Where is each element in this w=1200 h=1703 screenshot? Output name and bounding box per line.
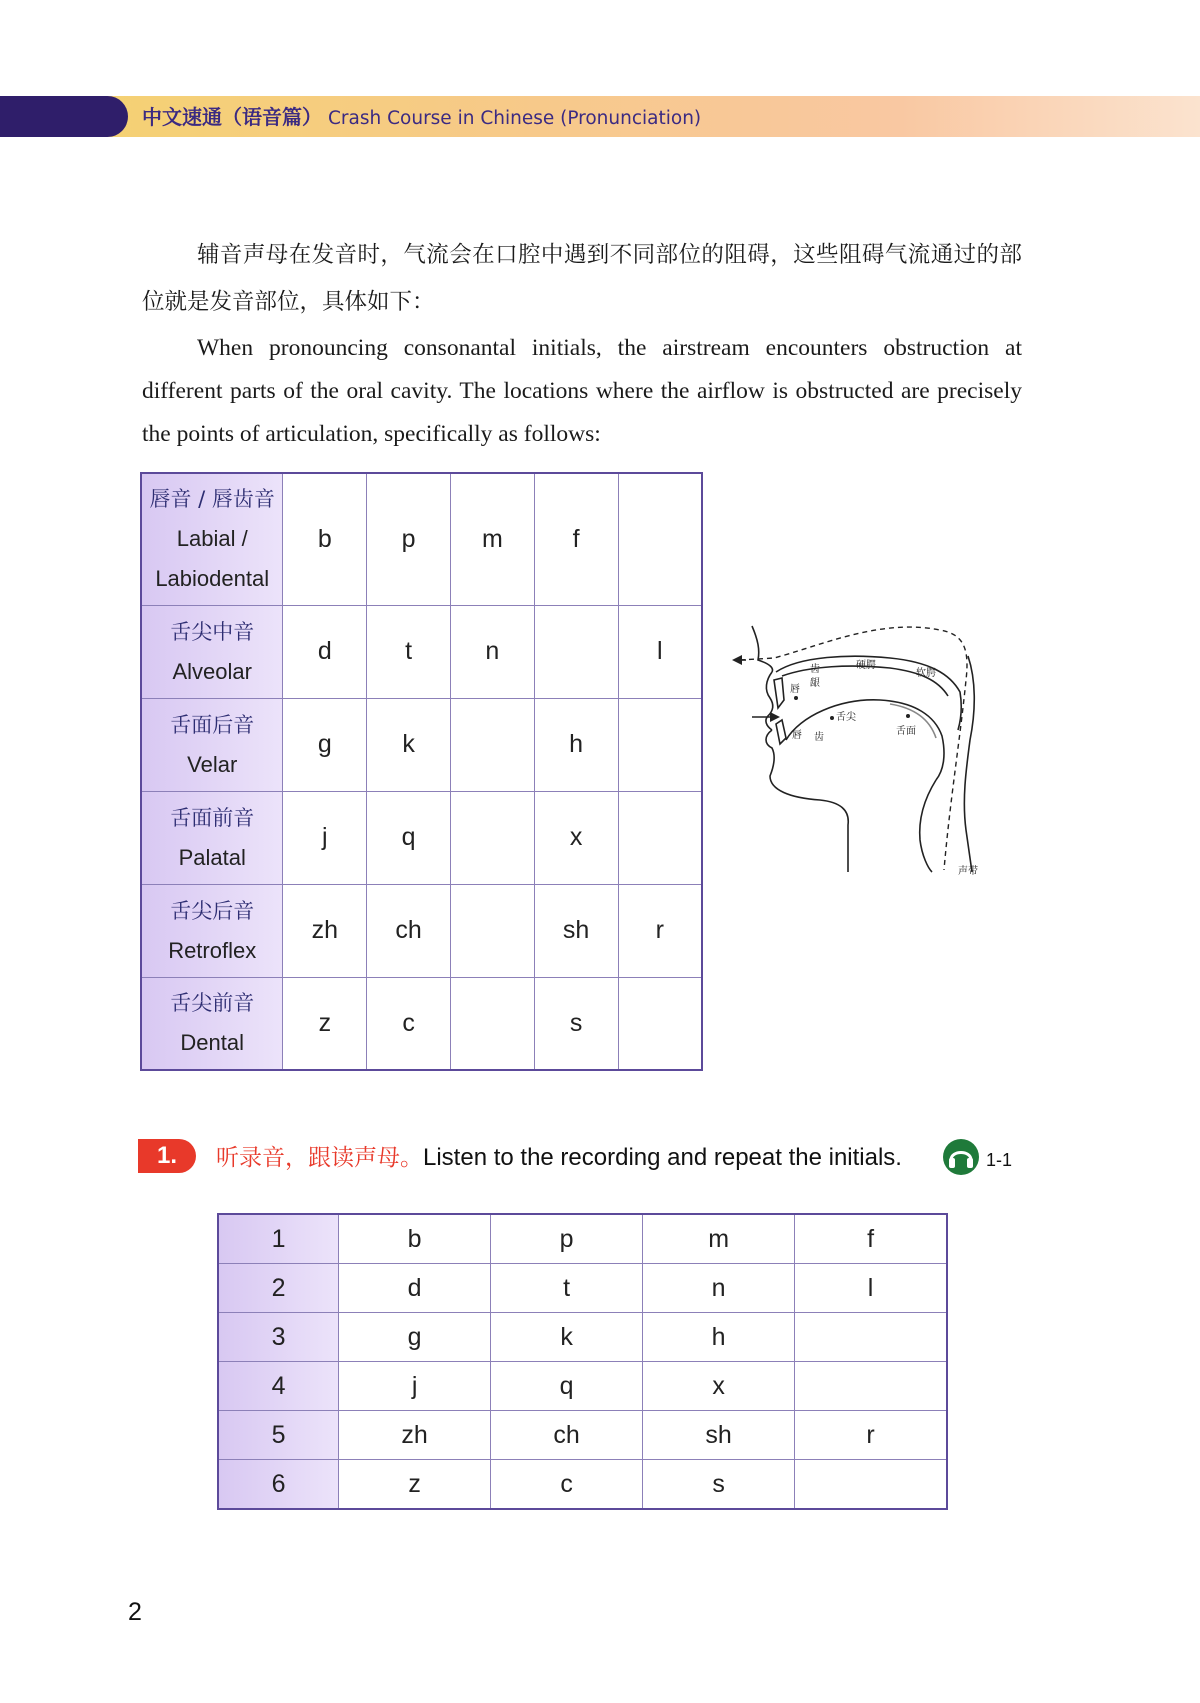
airflow-out-arrowhead	[732, 655, 742, 665]
row-label-zh: 舌尖前音	[170, 991, 255, 1016]
table-cell	[534, 605, 618, 698]
row-number: 4	[218, 1362, 339, 1411]
row-label-en: Labial / Labiodental	[155, 526, 270, 592]
tongue-outline	[786, 700, 944, 780]
row-label-en: Alveolar	[172, 658, 252, 684]
chin-neck-outline	[766, 730, 848, 872]
header-title-en: Crash Course in Chinese (Pronunciation)	[328, 108, 702, 129]
table-cell	[618, 977, 702, 1070]
table-cell	[451, 884, 535, 977]
label-hard-palate: 硬腭	[856, 660, 876, 671]
oral-cavity-diagram	[730, 620, 1015, 890]
table-cell: c	[367, 977, 451, 1070]
table-cell: s	[534, 977, 618, 1070]
header-title-zh: 中文速通（语音篇）	[142, 105, 322, 129]
table-cell: q	[367, 791, 451, 884]
table-cell: b	[283, 473, 367, 605]
table-cell: b	[339, 1214, 491, 1264]
row-label	[141, 884, 283, 977]
exercise-title	[216, 1140, 902, 1174]
row-label-en: Velar	[187, 751, 238, 777]
table-cell: f	[795, 1214, 947, 1264]
row-number: 6	[218, 1460, 339, 1510]
table-cell: t	[367, 605, 451, 698]
table-cell: c	[491, 1460, 643, 1510]
throat-front-outline	[920, 780, 936, 872]
page-number: 2	[128, 1598, 142, 1626]
point-marker	[906, 714, 910, 718]
upper-lip-outline	[766, 672, 773, 730]
table-cell: zh	[339, 1411, 491, 1460]
table-cell: z	[339, 1460, 491, 1510]
table-cell: n	[451, 605, 535, 698]
table-cell: m	[451, 473, 535, 605]
label-vocal-cords: 声带	[958, 866, 978, 877]
table-row	[218, 1460, 947, 1510]
table-cell: t	[491, 1264, 643, 1313]
table-cell: j	[283, 791, 367, 884]
exercise-number-badge: 1.	[138, 1139, 196, 1173]
table-cell	[795, 1313, 947, 1362]
audio-track-label: 1-1	[986, 1150, 1013, 1170]
table-cell	[618, 791, 702, 884]
table-cell	[795, 1362, 947, 1411]
label-teeth-bottom: 齿	[814, 732, 824, 743]
table-cell: ch	[491, 1411, 643, 1460]
airflow-in-arrowhead	[770, 712, 780, 722]
table-cell: sh	[643, 1411, 795, 1460]
row-label	[141, 605, 283, 698]
table-cell: h	[534, 698, 618, 791]
row-number: 1	[218, 1214, 339, 1264]
table-cell	[618, 698, 702, 791]
row-label-zh: 唇音 / 唇齿音	[149, 487, 275, 512]
table-row	[218, 1214, 947, 1264]
table-row	[218, 1411, 947, 1460]
label-teeth-top: 齿	[810, 664, 820, 675]
row-number: 5	[218, 1411, 339, 1460]
table-row	[218, 1362, 947, 1411]
table-cell	[451, 698, 535, 791]
table-cell: q	[491, 1362, 643, 1411]
pharynx-back-outline	[964, 656, 974, 872]
table-cell	[795, 1460, 947, 1510]
table-cell: g	[339, 1313, 491, 1362]
point-marker	[830, 716, 834, 720]
label-tongue-tip: 舌尖	[836, 712, 856, 723]
table-cell: d	[283, 605, 367, 698]
intro-paragraph-en: When pronouncing consonantal initials, the airstream encounters obstruction at different parts of the oral cavity. The locations where the airflow is obstructed are precisely the points of articulation, specifically as follows:	[142, 335, 1022, 447]
row-label-zh: 舌面前音	[170, 805, 255, 830]
table-row	[141, 977, 702, 1070]
table-cell: z	[283, 977, 367, 1070]
row-label-en: Retroflex	[168, 937, 257, 963]
row-label	[141, 698, 283, 791]
point-marker	[794, 696, 798, 700]
exercise-title-zh: 听录音，跟读声母。	[216, 1145, 423, 1171]
table-cell: x	[534, 791, 618, 884]
table-cell: r	[795, 1411, 947, 1460]
table-cell: n	[643, 1264, 795, 1313]
table-cell: k	[367, 698, 451, 791]
table-cell	[451, 791, 535, 884]
table-cell: sh	[534, 884, 618, 977]
table-row	[218, 1264, 947, 1313]
row-label-zh: 舌面后音	[170, 712, 255, 737]
label-soft-palate: 软腭	[916, 668, 936, 679]
table-row	[141, 698, 702, 791]
table-cell: d	[339, 1264, 491, 1313]
row-label-en: Dental	[180, 1030, 244, 1056]
table-cell	[618, 473, 702, 605]
table-cell: l	[618, 605, 702, 698]
table-row	[141, 605, 702, 698]
row-label-en: Palatal	[178, 844, 246, 870]
row-label-zh: 舌尖后音	[170, 898, 255, 923]
row-label-zh: 舌尖中音	[170, 619, 255, 644]
table-cell	[451, 977, 535, 1070]
table-row	[141, 884, 702, 977]
table-cell: g	[283, 698, 367, 791]
table-cell: j	[339, 1362, 491, 1411]
row-number: 3	[218, 1313, 339, 1362]
exercise-table	[217, 1213, 948, 1510]
exercise-title-en: Listen to the recording and repeat the initials.	[423, 1144, 902, 1171]
row-number: 2	[218, 1264, 339, 1313]
table-cell: s	[643, 1460, 795, 1510]
table-cell: m	[643, 1214, 795, 1264]
headphones-icon[interactable]	[942, 1138, 980, 1176]
table-cell: k	[491, 1313, 643, 1362]
table-cell: p	[491, 1214, 643, 1264]
upper-teeth-shape	[774, 678, 784, 708]
table-row	[218, 1313, 947, 1362]
table-cell: ch	[367, 884, 451, 977]
intro-paragraph-zh: 辅音声母在发音时，气流会在口腔中遇到不同部位的阻碍，这些阻碍气流通过的部位就是发音部位，具体如下：	[142, 242, 1022, 315]
header-tab	[0, 96, 128, 137]
table-cell: x	[643, 1362, 795, 1411]
lower-teeth-shape	[776, 720, 786, 744]
row-label	[141, 473, 283, 605]
articulation-table	[140, 472, 703, 1071]
airflow-path	[740, 627, 967, 870]
nose-outline	[752, 626, 772, 672]
label-tongue-surface: 舌面	[896, 726, 916, 737]
header-title	[142, 100, 701, 134]
table-row	[141, 473, 702, 605]
label-gum: 龈	[810, 678, 820, 689]
table-cell: h	[643, 1313, 795, 1362]
label-lips-top: 唇	[790, 684, 800, 695]
table-cell: zh	[283, 884, 367, 977]
label-lips-bottom: 唇	[792, 730, 802, 741]
table-cell: f	[534, 473, 618, 605]
row-label	[141, 977, 283, 1070]
row-label	[141, 791, 283, 884]
table-row	[141, 791, 702, 884]
table-cell: l	[795, 1264, 947, 1313]
table-cell: r	[618, 884, 702, 977]
table-cell: p	[367, 473, 451, 605]
